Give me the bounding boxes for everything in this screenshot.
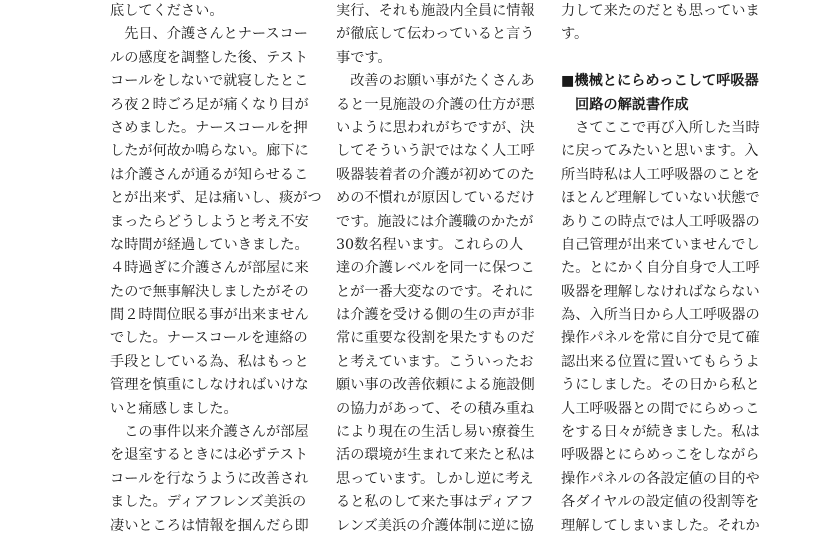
text-line: 30数名程います。これらの人 [336, 236, 524, 253]
text-line: でした。ナースコールを連絡の [110, 330, 308, 347]
text-column-1 [110, 0, 322, 538]
text-line: 管理を慎重にしなければいけな [110, 377, 309, 394]
text-line: 理解してしまいました。それか [561, 517, 760, 534]
text-line: とが一番大変なのです。それに [336, 283, 534, 300]
section-heading-continuation: 回路の解説書作成 [575, 96, 689, 113]
text-line: めの不慣れが原因しているだけ [336, 190, 535, 207]
text-line: レンズ美浜の介護体制に逆に協 [336, 517, 534, 534]
text-line: したが何故か鳴らない。廊下に [110, 143, 309, 160]
text-line: 底してください。 [110, 3, 224, 19]
text-line: まったらどうしようと考え不安 [110, 213, 309, 230]
text-line: ほとんど理解していない状態で [561, 190, 760, 207]
text-column-3 [561, 0, 760, 538]
text-line: 実行、それも施設内全員に情報 [336, 3, 535, 19]
text-line: ４時過ぎに介護さんが部屋に来 [110, 260, 309, 277]
text-line: 操作パネルを常に自分で見て確 [561, 330, 760, 347]
text-line: 力して来たのだとも思っていま [561, 3, 760, 19]
text-line: です。施設には介護職のかたが [336, 213, 534, 230]
text-line: 認出来る位置に置いてもらうよ [561, 353, 760, 370]
text-line: 吸器装着者の介護が初めてのた [336, 166, 535, 183]
text-line: この事件以来介護さんが部屋 [110, 424, 309, 441]
text-line: 自己管理が出来ていませんでし [561, 236, 760, 253]
text-line: た。とにかく自分自身で人工呼 [561, 260, 760, 277]
text-line: ました。ディアフレンズ美浜の [110, 494, 307, 511]
text-line: 達の介護レベルを同一に保つこ [336, 260, 535, 277]
text-line: たので無事解決しましたがその [110, 283, 309, 300]
text-line: コールを行なうように改善され [110, 470, 309, 487]
text-line: 改善のお願い事がたくさんあ [336, 73, 535, 90]
text-line: いように思われがちですが、決 [336, 119, 535, 136]
text-line: ると私のして来た事はディアフ [336, 494, 534, 511]
text-line: 操作パネルの各設定値の目的や [561, 470, 760, 487]
text-line: が徹底して伝わっていると言う [336, 26, 535, 43]
text-line: 手段としている為、私はもっと [110, 353, 309, 370]
text-line: 凄いところは情報を掴んだら即 [110, 517, 309, 534]
text-line: ありこの時点では人工呼吸器の [561, 213, 760, 230]
text-line: 各ダイヤルの設定値の役割等を [561, 494, 760, 511]
text-line: は介護さんが通るが知らせるこ [110, 166, 309, 183]
text-line: 願い事の改善依頼による施設側 [336, 377, 535, 394]
text-line: うにしました。その日から私と [561, 377, 760, 394]
text-line: と考えています。こういったお [336, 353, 534, 370]
text-line: コールをしないで就寝したとこ [110, 73, 309, 90]
section-heading: ■機械とにらめっこして呼吸器 [561, 73, 759, 90]
text-line: す。 [561, 26, 589, 43]
text-line: 為、入所当日から人工呼吸器の [561, 307, 760, 324]
text-line: の協力があって、その積み重ね [336, 400, 535, 417]
text-line: とが出来ず、足は痛いし、痰がつ [110, 190, 322, 207]
text-line: 所当時私は人工呼吸器のことを [561, 166, 760, 183]
text-line: いと痛感しました。 [110, 400, 238, 417]
text-line: 事です。 [336, 49, 392, 66]
text-line: 人工呼吸器との間でにらめっこ [561, 400, 760, 417]
text-line: 吸器を理解しなければならない [561, 283, 760, 300]
text-column-2 [336, 0, 535, 538]
text-line: ルの感度を調整した後、テスト [110, 49, 309, 66]
text-line: に戻ってみたいと思います。入 [561, 143, 759, 160]
text-line: 思っています。しかし逆に考え [336, 470, 534, 487]
text-line: 先日、介護さんとナースコー [110, 26, 308, 43]
text-line: ろ夜２時ごろ足が痛くなり目が [110, 96, 309, 113]
text-line: さてここで再び入所した当時 [561, 119, 760, 136]
text-line: ると一見施設の介護の仕方が悪 [336, 96, 535, 113]
text-line: 呼吸器とにらめっこをしながら [561, 447, 760, 464]
text-line: 間２時間位眠る事が出来ません [110, 307, 309, 324]
blank-line [561, 47, 747, 70]
text-line: をする日々が続きました。私は [561, 424, 760, 441]
text-line: な時間が経過していきました。 [110, 236, 309, 253]
text-line: により現在の生活し易い療養生 [336, 424, 535, 441]
text-line: 活の環境が生まれて来たと私は [336, 447, 535, 464]
text-line: してそういう訳ではなく人工呼 [336, 143, 535, 160]
text-line: を退室するときには必ずテスト [110, 447, 309, 464]
text-line: さめました。ナースコールを押 [110, 119, 308, 136]
text-line: は介護を受ける側の生の声が非 [336, 307, 535, 324]
text-line: 常に重要な役割を果たすものだ [336, 330, 535, 347]
